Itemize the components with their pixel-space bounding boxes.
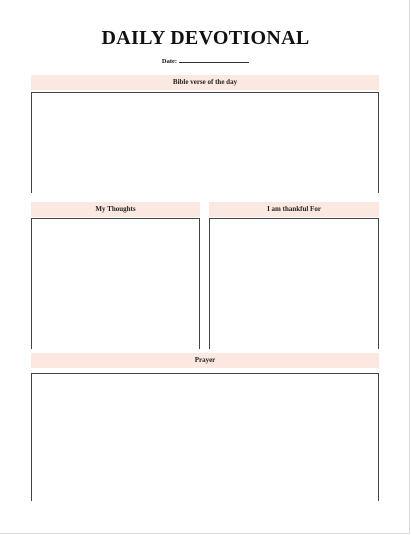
my-thoughts-box[interactable] — [31, 218, 200, 349]
bible-verse-box[interactable] — [31, 92, 379, 193]
prayer-box[interactable] — [31, 373, 379, 501]
bible-verse-header: Bible verse of the day — [31, 75, 379, 90]
thankful-box[interactable] — [209, 218, 379, 349]
date-label: Date: — [161, 58, 178, 65]
date-input-line[interactable] — [179, 62, 249, 63]
thankful-header: I am thankful For — [209, 202, 379, 217]
page-title: DAILY DEVOTIONAL — [101, 27, 310, 49]
date-row — [0, 55, 411, 65]
prayer-header: Prayer — [31, 353, 379, 368]
my-thoughts-header: My Thoughts — [31, 202, 200, 217]
